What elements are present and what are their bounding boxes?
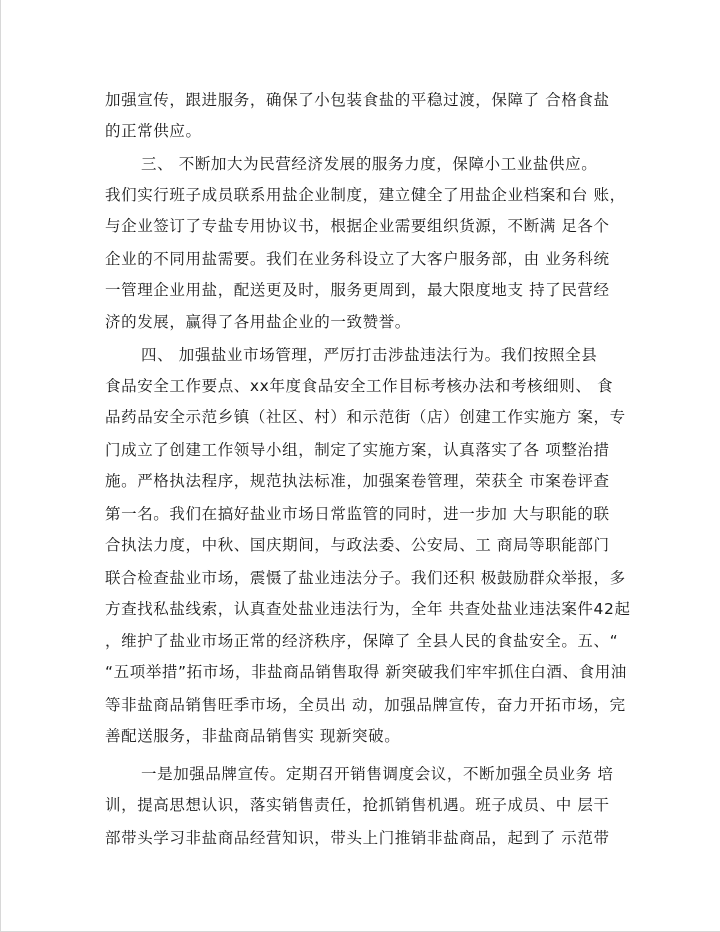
text-line: 我们实行班子成员联系用盐企业制度，建立健全了用盐企业档案和台 账， bbox=[105, 186, 626, 204]
text-line: 施。严格执法程序，规范执法标准，加强案卷管理，荣获全 市案卷评查 bbox=[105, 472, 610, 490]
text-line: 食品安全工作要点、xx年度食品安全工作目标考核办法和考核细则、 食 bbox=[105, 377, 614, 395]
text-line: 训，提高思想认识，落实销售责任，抢抓销售机遇。班子成员、中 层干 bbox=[105, 796, 610, 814]
text-line: 济的发展，赢得了各用盐企业的一致赞誉。 bbox=[105, 313, 411, 331]
text-line: 品药品安全示范乡镇（社区、村）和示范街（店）创建工作实施方 案，专 bbox=[105, 408, 626, 426]
text-line: 善配送服务，非盐商品销售实 现新突破。 bbox=[105, 727, 401, 745]
text-line: 企业的不同用盐需要。我们在业务科设立了大客户服务部，由 业务科统 bbox=[105, 250, 610, 268]
section-heading: 三、 不断加大为民营经济发展的服务力度，保障小工业盐供应。 bbox=[141, 155, 598, 173]
text-line: 第一名。我们在搞好盐业市场日常监管的同时，进一步加 大与职能的联 bbox=[105, 505, 610, 523]
text-line: 门成立了创建工作领导小组，制定了实施方案，认真落实了各 项整治措 bbox=[105, 441, 610, 459]
section-heading: 四、 加强盐业市场管理，严厉打击涉盐违法行为。我们按照全县 bbox=[141, 346, 598, 364]
text-line: ，维护了盐业市场正常的经济秩序，保障了 全县人民的食盐安全。五、“ bbox=[105, 632, 619, 650]
text-line: 与企业签订了专盐专用协议书，根据企业需要组织货源，不断满 足各个 bbox=[105, 217, 610, 235]
text-line: 的正常供应。 bbox=[105, 122, 202, 140]
text-line: 方查找私盐线索，认真查处盐业违法行为，全年 共查处盐业违法案件42起 bbox=[105, 600, 631, 618]
text-line: 一是加强品牌宣传。定期召开销售调度会议，不断加强全员业务 培 bbox=[141, 765, 614, 783]
text-line: 合执法力度，中秋、国庆期间，与政法委、公安局、工 商局等职能部门 bbox=[105, 536, 610, 554]
text-line: 部带头学习非盐商品经营知识，带头上门推销非盐商品，起到了 示范带 bbox=[105, 829, 610, 847]
text-line: 一管理企业用盐，配送更及时，服务更周到，最大限度地支 持了民营经 bbox=[105, 281, 610, 299]
text-line: 等非盐商品销售旺季市场，全员出 动，加强品牌宣传，奋力开拓市场，完 bbox=[105, 696, 626, 714]
text-line: 联合检查盐业市场，震慑了盐业违法分子。我们还积 极鼓励群众举报，多 bbox=[105, 569, 626, 587]
text-line: “五项举措”拓市场，非盐商品销售取得 新突破我们牢牢抓住白酒、食用油 bbox=[105, 663, 627, 681]
text-line: 加强宣传，跟进服务，确保了小包装食盐的平稳过渡，保障了 合格食盐 bbox=[105, 91, 610, 109]
